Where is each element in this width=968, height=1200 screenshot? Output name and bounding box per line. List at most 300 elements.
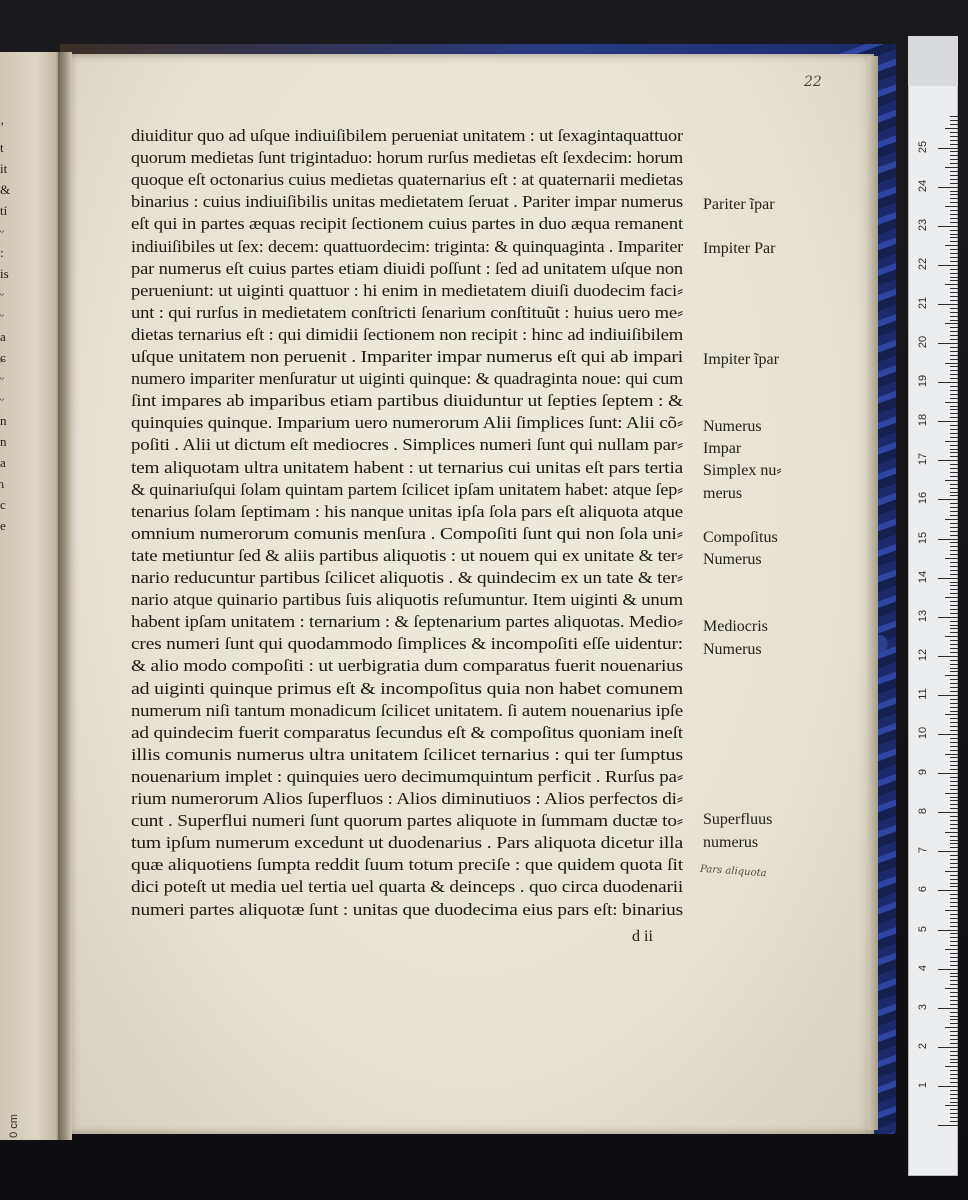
ruler-tick (950, 582, 958, 583)
ruler-tick (950, 789, 958, 790)
ruler-tick (950, 574, 958, 575)
ruler-tick (950, 398, 958, 399)
ruler-tick (938, 304, 958, 305)
text-line: dietas ternarius eſt : qui dimidii ſectionem non recipit : hinc ad indiuiſibilem (131, 324, 683, 344)
ruler-tick (950, 738, 958, 739)
ruler-tick (950, 769, 958, 770)
ruler-tick (950, 503, 958, 504)
ruler-tick (950, 527, 958, 528)
ruler-tick (945, 714, 958, 715)
ruler-tick (950, 335, 958, 336)
ruler-tick (945, 871, 958, 872)
ruler-tick (950, 464, 958, 465)
ruler-number: 13 (917, 609, 929, 622)
ruler-tick (945, 1066, 958, 1067)
ruler-tick (950, 718, 958, 719)
text-line: omnium numerorum comunis menſura . Compoſiti ſunt qui non ſola uni⸗ (131, 523, 683, 543)
ruler-tick (950, 394, 958, 395)
text-line: tate metiuntur ſed & aliis partibus aliquotis : ut nouem qui ex unitate & ter⸗ (131, 545, 683, 565)
text-line: quoque eſt octonarius cuius medietas quaternarius eſt : at quaternarii medietas (131, 170, 683, 190)
text-line: nouenarium implet : quinquies uero decimumquintum perficit . Rurſus pa⸗ (131, 766, 683, 786)
ruler-tick (950, 750, 958, 751)
ruler-tick (950, 132, 958, 133)
text-line: uſque unitatem non peruenit . Impariter impar numerus eſt qui ab impari (131, 347, 683, 366)
ruler-tick (950, 241, 958, 242)
ruler-tick (950, 542, 958, 543)
ruler-tick (950, 984, 958, 985)
ruler-number: 25 (917, 140, 929, 153)
ruler-tick (945, 1105, 958, 1106)
ruler-tick (938, 578, 958, 579)
ruler-tick (950, 409, 958, 410)
ruler-tick (950, 761, 958, 762)
marginal-gloss: Numerus (703, 551, 762, 568)
ruler-number: 14 (917, 570, 929, 583)
ruler-tick (950, 1000, 958, 1001)
text-line: diuiditur quo ad uſque indiuiſibilem perueniat unitatem : ut ſexagintaquattuor (131, 126, 683, 145)
ruler-tick (950, 550, 958, 551)
ruler-tick (950, 937, 958, 938)
text-line: & alio modo compoſiti : ut uerbigratia dum comparatus fuerit nouenarius (131, 656, 683, 676)
marginal-gloss: merus (703, 485, 743, 502)
left-page-mark: n (0, 434, 7, 449)
text-line: par numerus eſt cuius partes etiam diuidi poſſunt : ſed ad unitatem uſque non (131, 258, 683, 278)
ruler-tick (950, 456, 958, 457)
ruler-tick (945, 363, 958, 364)
ruler-tick (950, 171, 958, 172)
left-page-mark: a (0, 329, 6, 344)
ruler-tick (938, 773, 958, 774)
ruler-tick (950, 347, 958, 348)
ruler-tick (945, 480, 958, 481)
ruler-tick (950, 280, 958, 281)
ruler-tick (950, 1098, 958, 1099)
ruler-tick (950, 386, 958, 387)
ruler-tick (950, 742, 958, 743)
ruler-tick (950, 492, 958, 493)
ruler-tick (938, 1086, 958, 1087)
ruler-tick (950, 886, 958, 887)
ruler-tick (950, 515, 958, 516)
text-line: rium numerorum Alios ſuperfluos : Alios diminutiuos : Alios perfectos di⸗ (131, 789, 683, 808)
ruler-tick (938, 969, 958, 970)
ruler-tick (950, 711, 958, 712)
ruler-tick (938, 1125, 958, 1126)
ruler-tick (950, 824, 958, 825)
ruler-tick (950, 843, 958, 844)
ruler-tick (950, 316, 958, 317)
left-page-mark: ᵕ (0, 392, 4, 407)
ruler-tick (950, 327, 958, 328)
ruler-tick (950, 879, 958, 880)
ruler-tick (950, 593, 958, 594)
ruler-tick (950, 210, 958, 211)
text-line: tum ipſum numerum excedunt ut duodenarius . Pars aliquota dicetur illa (131, 833, 683, 853)
ruler-number: 9 (917, 769, 929, 776)
ruler-tick (938, 226, 958, 227)
ruler-tick (950, 194, 958, 195)
ruler-tick (950, 621, 958, 622)
ruler-tick (950, 883, 958, 884)
ruler-tick (950, 1043, 958, 1044)
ruler-tick (950, 800, 958, 801)
left-page-mark: & (0, 182, 11, 197)
ruler-tick (950, 644, 958, 645)
ruler-tick (950, 820, 958, 821)
ruler-tick (950, 1117, 958, 1118)
ruler-tick (950, 562, 958, 563)
ruler-number: 4 (917, 964, 929, 971)
ruler-tick (950, 468, 958, 469)
ruler-tick (950, 155, 958, 156)
ruler-tick (945, 597, 958, 598)
ruler-tick (950, 707, 958, 708)
ruler-tick (950, 546, 958, 547)
ruler-tick (950, 992, 958, 993)
ruler-tick (945, 206, 958, 207)
ruler-tick (950, 437, 958, 438)
ruler-tick (945, 832, 958, 833)
ruler-tick (950, 566, 958, 567)
ruler-tick (950, 726, 958, 727)
ruler-tick (945, 1027, 958, 1028)
ruler-tick (950, 249, 958, 250)
ruler-tick (950, 808, 958, 809)
ruler-tick (950, 116, 958, 117)
ruler-tick (950, 691, 958, 692)
ruler-tick (938, 890, 958, 891)
text-line: eſt qui in partes æquas recipit ſectionem cuius partes in duo æqua remanent (131, 214, 683, 234)
page-edge (868, 56, 878, 1130)
ruler-tick (950, 390, 958, 391)
left-page-mark: ᵕ (0, 308, 4, 323)
ruler-tick (938, 695, 958, 696)
ruler-tick (950, 953, 958, 954)
ruler-number: 5 (917, 925, 929, 932)
ruler-tick (950, 640, 958, 641)
ruler-tick (950, 472, 958, 473)
ruler-tick (950, 202, 958, 203)
left-page-mark: e (0, 518, 6, 533)
ruler-cap (908, 36, 958, 86)
ruler-tick (950, 980, 958, 981)
ruler-tick (945, 793, 958, 794)
left-page (0, 52, 60, 1140)
ruler-tick (950, 918, 958, 919)
ruler-tick (950, 683, 958, 684)
ruler-tick (945, 128, 958, 129)
text-line: ſint impares ab imparibus etiam partibus diuiduntur ut ſepties ſeptem : & (131, 391, 683, 411)
ruler-tick (950, 605, 958, 606)
ruler-tick (950, 840, 958, 841)
ruler-tick (950, 859, 958, 860)
ruler-tick (950, 1113, 958, 1114)
ruler-tick (945, 636, 958, 637)
ruler-tick (950, 406, 958, 407)
ruler-tick (950, 175, 958, 176)
ruler-tick (950, 198, 958, 199)
ruler-unit-label: 0 cm (8, 1114, 20, 1138)
ruler-tick (938, 1047, 958, 1048)
ruler-tick (950, 1090, 958, 1091)
ruler-number: 21 (917, 296, 929, 310)
ruler-tick (938, 617, 958, 618)
marginal-gloss: Impar (703, 440, 742, 457)
text-line: cunt . Superflui numeri ſunt quorum partes aliquote in ſummam ductæ to⸗ (131, 811, 683, 831)
ruler-number: 20 (917, 335, 929, 349)
marginal-gloss: numerus (703, 834, 759, 851)
text-line: quinquies quinque. Imparium uero numerorum Alii ſimplices ſunt: Alii cõ⸗ (131, 413, 683, 433)
ruler-tick (950, 1121, 958, 1122)
ruler-tick (950, 339, 958, 340)
text-line: cres numeri ſunt qui quodammodo ſimplices & incompoſiti eſſe uidentur: (131, 634, 683, 654)
ruler-tick (950, 159, 958, 160)
ruler-tick (938, 656, 958, 657)
ruler-tick (950, 1019, 958, 1020)
text-line: numeri partes aliquotæ ſunt : unitas que duodecima eius pars eſt: binarius (131, 899, 683, 919)
text-line: numero impariter menſuratur ut uiginti quinque: & quadraginta noue: qui cum (131, 369, 683, 389)
left-page-mark: ᵕ (0, 371, 4, 386)
handwritten-note: Pars aliquota (699, 863, 767, 880)
ruler-tick (950, 757, 958, 758)
ruler-number: 6 (917, 886, 929, 893)
left-page-mark: ɿ (0, 476, 5, 491)
ruler-number: 8 (917, 808, 929, 815)
ruler-number: 24 (917, 179, 929, 192)
ruler-tick (950, 1109, 958, 1110)
ruler-tick (950, 1051, 958, 1052)
ruler-tick (950, 961, 958, 962)
ruler-tick (945, 910, 958, 911)
ruler-tick (950, 1059, 958, 1060)
ruler-tick (950, 1023, 958, 1024)
left-page-mark: ᵕ (0, 287, 4, 302)
ruler-tick (938, 499, 958, 500)
ruler-number: 15 (917, 531, 929, 544)
ruler-tick (950, 370, 958, 371)
left-page-mark: a (0, 455, 6, 470)
ruler-tick (950, 625, 958, 626)
ruler-tick (950, 218, 958, 219)
ruler-tick (950, 312, 958, 313)
ruler-tick (950, 777, 958, 778)
ruler-tick (950, 585, 958, 586)
ruler-tick (950, 531, 958, 532)
ruler-tick (938, 148, 958, 149)
text-line: nario reducuntur partibus ſcilicet aliquotis . & quindecim ex un tate & ter⸗ (131, 568, 683, 587)
ruler-tick (950, 828, 958, 829)
ruler-tick (950, 589, 958, 590)
ruler-tick (938, 265, 958, 266)
ruler-number: 2 (917, 1042, 929, 1049)
ruler-number: 16 (917, 492, 929, 505)
ruler-tick (950, 781, 958, 782)
text-line: indiuiſibiles ut ſex: decem: quattuordecim: triginta: & quinquaginta . Impariter (131, 236, 683, 256)
folio-note: 22 (804, 74, 822, 90)
marginal-gloss: Pariter ĩpar (703, 196, 775, 213)
left-page-mark: ᵕ (0, 224, 4, 239)
ruler-tick (950, 699, 958, 700)
text-line: quæ aliquotiens ſumpta reddit ſuum totum preciſe : que quidem quota ſit (131, 855, 683, 875)
ruler-number: 17 (917, 453, 929, 466)
ruler-tick (950, 1078, 958, 1079)
ruler-tick (938, 187, 958, 188)
text-line: unt : qui rurſus in medietatem conſtricti ſenarium conſtituũt : huius uero me⸗ (131, 302, 683, 322)
text-line: & quinariuſqui ſolam quintam partem ſcilicet ipſam unitatem habet: atque ſep⸗ (131, 479, 683, 499)
ruler-tick (950, 163, 958, 164)
ruler-tick (950, 875, 958, 876)
ruler-tick (950, 797, 958, 798)
ruler-tick (950, 945, 958, 946)
ruler-tick (950, 183, 958, 184)
ruler-tick (950, 957, 958, 958)
ruler-tick (950, 976, 958, 977)
ruler-tick (950, 933, 958, 934)
ruler-tick (950, 425, 958, 426)
ruler-tick (950, 687, 958, 688)
ruler-tick (938, 851, 958, 852)
ruler-tick (950, 965, 958, 966)
ruler-tick (950, 234, 958, 235)
ruler-number: 7 (917, 847, 929, 854)
ruler-number: 3 (917, 1003, 929, 1010)
ruler-tick (950, 237, 958, 238)
marginal-gloss: Compoſitus (703, 529, 778, 546)
ruler-number: 18 (917, 414, 929, 427)
ruler-tick (945, 167, 958, 168)
ruler-tick (950, 1102, 958, 1103)
gutter (58, 52, 72, 1140)
ruler-tick (950, 941, 958, 942)
ruler-tick (950, 671, 958, 672)
ruler-tick (950, 648, 958, 649)
left-page-mark: ɕ (0, 350, 6, 365)
ruler-tick (950, 1012, 958, 1013)
left-page-mark: it (0, 161, 8, 176)
ruler-tick (950, 222, 958, 223)
marginal-gloss: Numerus (703, 641, 762, 658)
ruler-tick (950, 257, 958, 258)
ruler-tick (950, 230, 958, 231)
ruler-tick (950, 355, 958, 356)
ruler-number: 11 (917, 688, 929, 700)
ruler-tick (950, 914, 958, 915)
ruler-tick (950, 535, 958, 536)
text-line: dici poteſt ut media uel tertia uel quarta & deinceps . quo circa duodenarii (131, 877, 683, 897)
ruler-tick (950, 996, 958, 997)
ruler-tick (945, 988, 958, 989)
ruler-tick (950, 765, 958, 766)
ruler-tick (950, 140, 958, 141)
marginal-gloss: Mediocris (703, 618, 768, 635)
ruler-tick (950, 288, 958, 289)
ruler-tick (950, 144, 958, 145)
ruler-tick (950, 863, 958, 864)
ruler-number: 1 (917, 1081, 929, 1088)
text-line: habent ipſam unitatem : ternarium : & ſeptenarium partes aliquotas. Medio⸗ (131, 612, 683, 632)
ruler-tick (950, 413, 958, 414)
ruler-tick (950, 273, 958, 274)
ruler-tick (950, 613, 958, 614)
marginal-gloss: Impiter Par (703, 240, 776, 257)
ruler-tick (950, 331, 958, 332)
left-page-mark: t (0, 140, 4, 155)
book-cover-top (60, 44, 896, 54)
ruler-tick (950, 449, 958, 450)
ruler-tick (950, 554, 958, 555)
ruler-tick (950, 452, 958, 453)
ruler-tick (950, 351, 958, 352)
marginal-gloss: Impiter ĩpar (703, 351, 779, 368)
ruler-tick (950, 488, 958, 489)
marginal-gloss: Simplex nu⸗ (703, 462, 782, 479)
ruler-tick (945, 323, 958, 324)
ruler-tick (950, 785, 958, 786)
ruler-tick (950, 253, 958, 254)
ruler-tick (950, 836, 958, 837)
ruler-tick (950, 277, 958, 278)
ruler-tick (950, 601, 958, 602)
ruler-tick (950, 902, 958, 903)
ruler-tick (950, 433, 958, 434)
ruler-tick (945, 519, 958, 520)
ruler-tick (945, 441, 958, 442)
ruler-tick (950, 804, 958, 805)
ruler-tick (950, 495, 958, 496)
ruler-tick (950, 867, 958, 868)
ruler-tick (950, 1039, 958, 1040)
ruler-tick (950, 1004, 958, 1005)
ruler-tick (950, 922, 958, 923)
ruler-tick (950, 628, 958, 629)
ruler-tick (950, 1016, 958, 1017)
text-line: perueniunt: ut uiginti quattuor : hi enim in medietatem diuiſi duodecim faci⸗ (131, 280, 683, 300)
ruler-tick (950, 507, 958, 508)
ruler-tick (950, 136, 958, 137)
ruler-tick (945, 402, 958, 403)
ruler-tick (950, 1035, 958, 1036)
ruler-tick (950, 320, 958, 321)
ruler-tick (950, 816, 958, 817)
ruler-tick (950, 847, 958, 848)
ruler-number: 10 (917, 726, 929, 740)
ruler-tick (950, 476, 958, 477)
ruler-tick (950, 730, 958, 731)
ruler-tick (938, 343, 958, 344)
ruler-tick (950, 445, 958, 446)
ruler-tick (950, 308, 958, 309)
ruler-tick (950, 652, 958, 653)
ruler-tick (950, 292, 958, 293)
ruler-tick (938, 812, 958, 813)
ruler-tick (950, 214, 958, 215)
text-line: nario atque quinario partibus ſuis aliquotis reſumuntur. Item uiginti & unum (131, 590, 683, 610)
text-line: ad uiginti quinque primus eſt & incompoſitus quia non habet comunem (131, 678, 683, 698)
ruler-tick (950, 120, 958, 121)
ruler-tick (950, 191, 958, 192)
ruler-tick (945, 754, 958, 755)
ruler-number: 22 (917, 257, 929, 270)
ruler-tick (938, 382, 958, 383)
left-page-mark: n (0, 413, 7, 428)
ruler-tick (950, 261, 958, 262)
ruler-tick (950, 1031, 958, 1032)
ruler-tick (950, 973, 958, 974)
ruler-tick (950, 668, 958, 669)
ruler-tick (950, 1062, 958, 1063)
text-line: binarius : cuius indiuiſibilis unitas medietatem ſeruat . Pariter impar numerus (131, 192, 683, 212)
ruler-tick (950, 664, 958, 665)
